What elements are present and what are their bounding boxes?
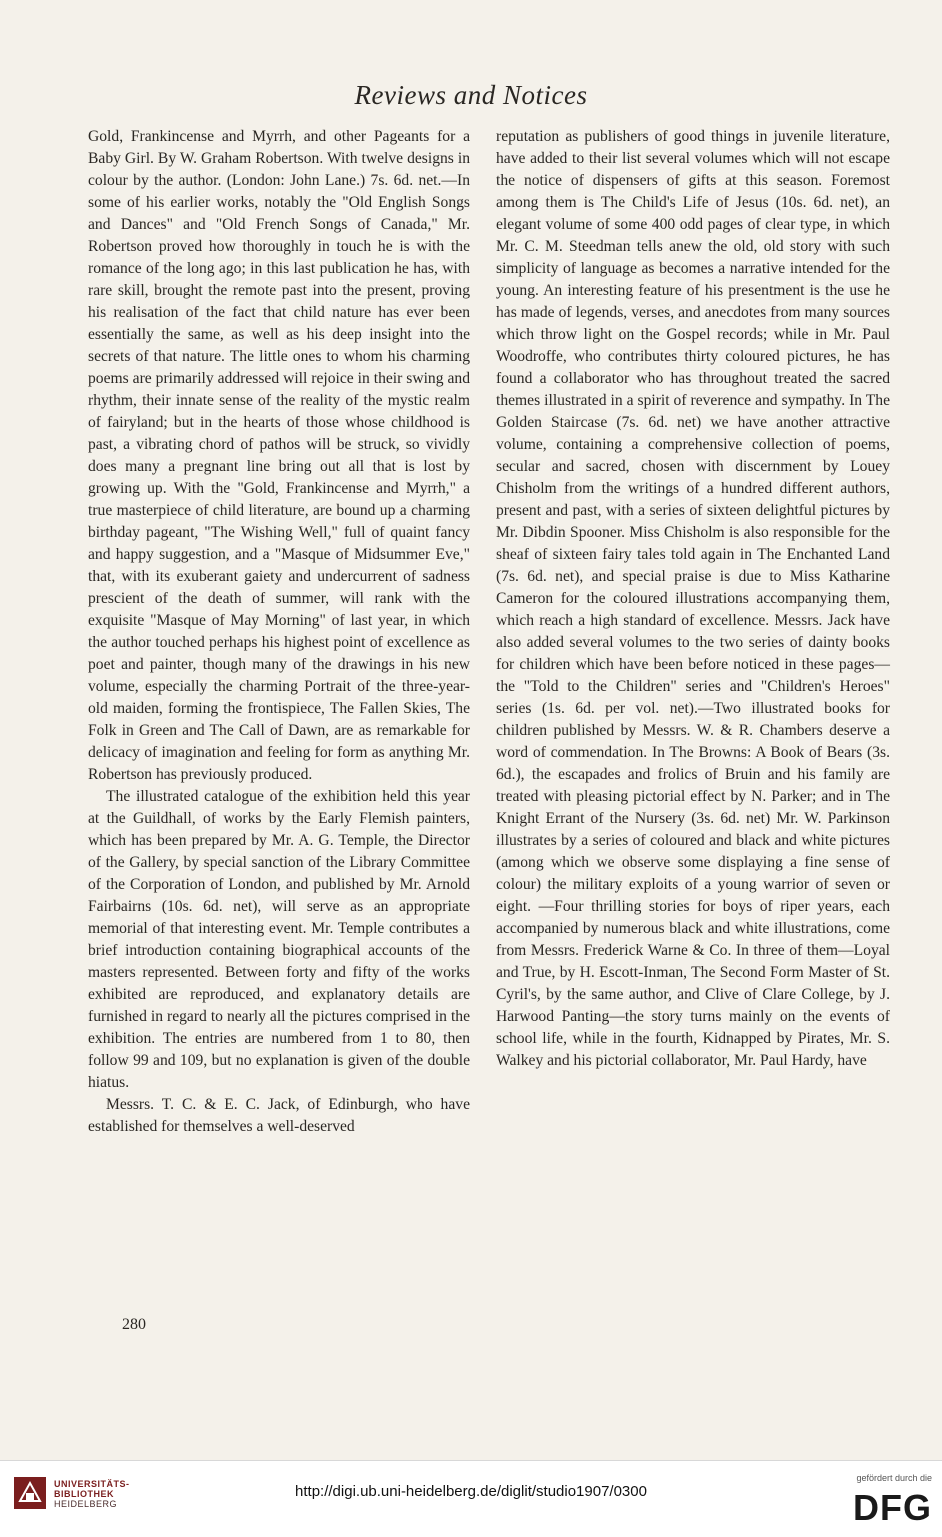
review-paragraph: Gold, Frankincense and Myrrh, and other Pageants for a Baby Girl. By W. Graham Robertson. With twelve designs in colour by the author. (London: John Lane.) 7s. 6d. net.—In some of his earlier works, notably the "Old English Songs and Dances" and "Old French Songs of Canada," Mr. Robertson proved how thoroughly in touch he is with the romance of the long ago; in this last publication he has, with rare skill, brought the remote past into the present, proving his realisation of the fact that child nature has ever been essentially the same, as well as his deep insight into the secrets of that nature. The little ones to whom his charming poems are primarily addressed will rejoice in their swing and rhythm, their innate sense of the reality of the mystic realm of fairyland; but in the hearts of those whose childhood is past, a vibrating chord of pathos will be struck, so vividly does many a pregnant line bring out all that is lost by growing up. With the "Gold, Frankincense and Myrrh," a true masterpiece of child literature, are bound up a charming birthday pageant, "The Wishing Well," full of quaint fancy and happy suggestion, and a "Masque of Midsummer Eve," that, with its exuberant gaiety and undercurrent of sadness prescient of the death of summer, will rank with the exquisite "Masque of May Morning" of last year, in which the author touched perhaps his highest point of excellence as poet and painter, though many of the drawings in his new volume, especially the charming Portrait of the three-year-old maiden, forming the frontispiece, The Fallen Skies, The Folk in Green and The Call of Dawn, are as remarkable for delicacy of imagination and feeling for form as anything Mr. Robertson has previously produced. (88, 128, 470, 783)
dfg-logo[interactable]: DFG (853, 1487, 932, 1528)
permalink-url[interactable]: http://digi.ub.uni-heidelberg.de/diglit/studio1907/0300 (295, 1483, 647, 1500)
digitization-footer (0, 1460, 942, 1537)
running-head: Reviews and Notices (354, 80, 588, 110)
library-name-line: BIBLIOTHEK (54, 1489, 114, 1499)
review-paragraph: Messrs. T. C. & E. C. Jack, of Edinburgh, who have established for themselves a well-deserved (88, 1096, 470, 1135)
left-column (88, 126, 470, 1138)
review-paragraph: reputation as publishers of good things in juvenile literature, have added to their list several volumes which will not escape the notice of dispensers of gifts at this season. Foremost among them is The Child's Life of Jesus (10s. 6d. net), an elegant volume of some 400 odd pages of clear type, in which Mr. C. M. Steedman tells anew the old, old story with such simplicity of language as becomes a narrative intended for the young. An interesting feature of his presentment is the use he has made of legends, verses, and anecdotes from many sources which throw light on the Gospel records; while in Mr. Paul Woodroffe, who contributes thirty coloured pictures, he has found a collaborator who has throughout treated the sacred themes illustrated in a spirit of reverence and sympathy. In The Golden Staircase (7s. 6d. net) we have another attractive volume, containing a comprehensive collection of poems, secular and sacred, chosen with discernment by Louey Chisholm from the writings of a hundred different authors, present and past, with a series of sixteen delightful pictures by Mr. Dibdin Spooner. Miss Chisholm is also responsible for the sheaf of sixteen fairy tales told again in The Enchanted Land (7s. 6d. net), and special praise is due to Miss Katharine Cameron for the coloured illustrations accompanying them, which reach a high standard of excellence. Messrs. Jack have also added several volumes to the two series of dainty books for children which have been before noticed in these pages—the "Told to the Children" series and "Children's Heroes" series (1s. 6d. per vol. net).—Two illustrated books for children published by Messrs. W. & R. Chambers deserve a word of commendation. In The Browns: A Book of Bears (3s. 6d.), the escapades and frolics of Bruin and his family are treated with pleasing pictorial effect by N. Parker; and in The Knight Errant of the Nursery (3s. 6d. net) Mr. W. Parkinson illustrates by a series of coloured and black and white pictures (among which we observe some displaying a fine sense of colour) the military exploits of a young warrior of seven or eight. —Four thrilling stories for boys of riper years, each accompanied by numerous black and white illustrations, come from Messrs. Frederick Warne & Co. In three of them—Loyal and True, by H. Escott-Inman, The Second Form Master of St. Cyril's, by the same author, and Clive of Clare College, by J. Harwood Panting—the story turns mainly on the events of school life, while in the fourth, Kidnapped by Pirates, Mr. S. Walkey and his pictorial collaborator, Mr. Paul Hardy, have (496, 128, 890, 1069)
right-column (496, 126, 890, 1072)
review-paragraph: The illustrated catalogue of the exhibition held this year at the Guildhall, of works by the Early Flemish painters, which has been prepared by Mr. A. G. Temple, the Director of the Gallery, by special sanction of the Library Committee of the Corporation of London, and published by Mr. Arnold Fairbairns (10s. 6d. net), will serve as an appropriate memorial of that interesting event. Mr. Temple contributes a brief introduction containing biographical accounts of the masters represented. Between forty and fifty of the works exhibited are reproduced, and explanatory details are furnished in regard to nearly all the pictures comprised in the exhibition. The entries are numbered from 1 to 80, then follow 99 and 109, but no explanation is given of the double hiatus. (88, 788, 470, 1091)
library-name-line: UNIVERSITÄTS- (54, 1479, 130, 1489)
funded-by-label: gefördert durch die (856, 1473, 932, 1483)
library-name-line: HEIDELBERG (54, 1499, 118, 1509)
page-number: 280 (122, 1316, 146, 1333)
